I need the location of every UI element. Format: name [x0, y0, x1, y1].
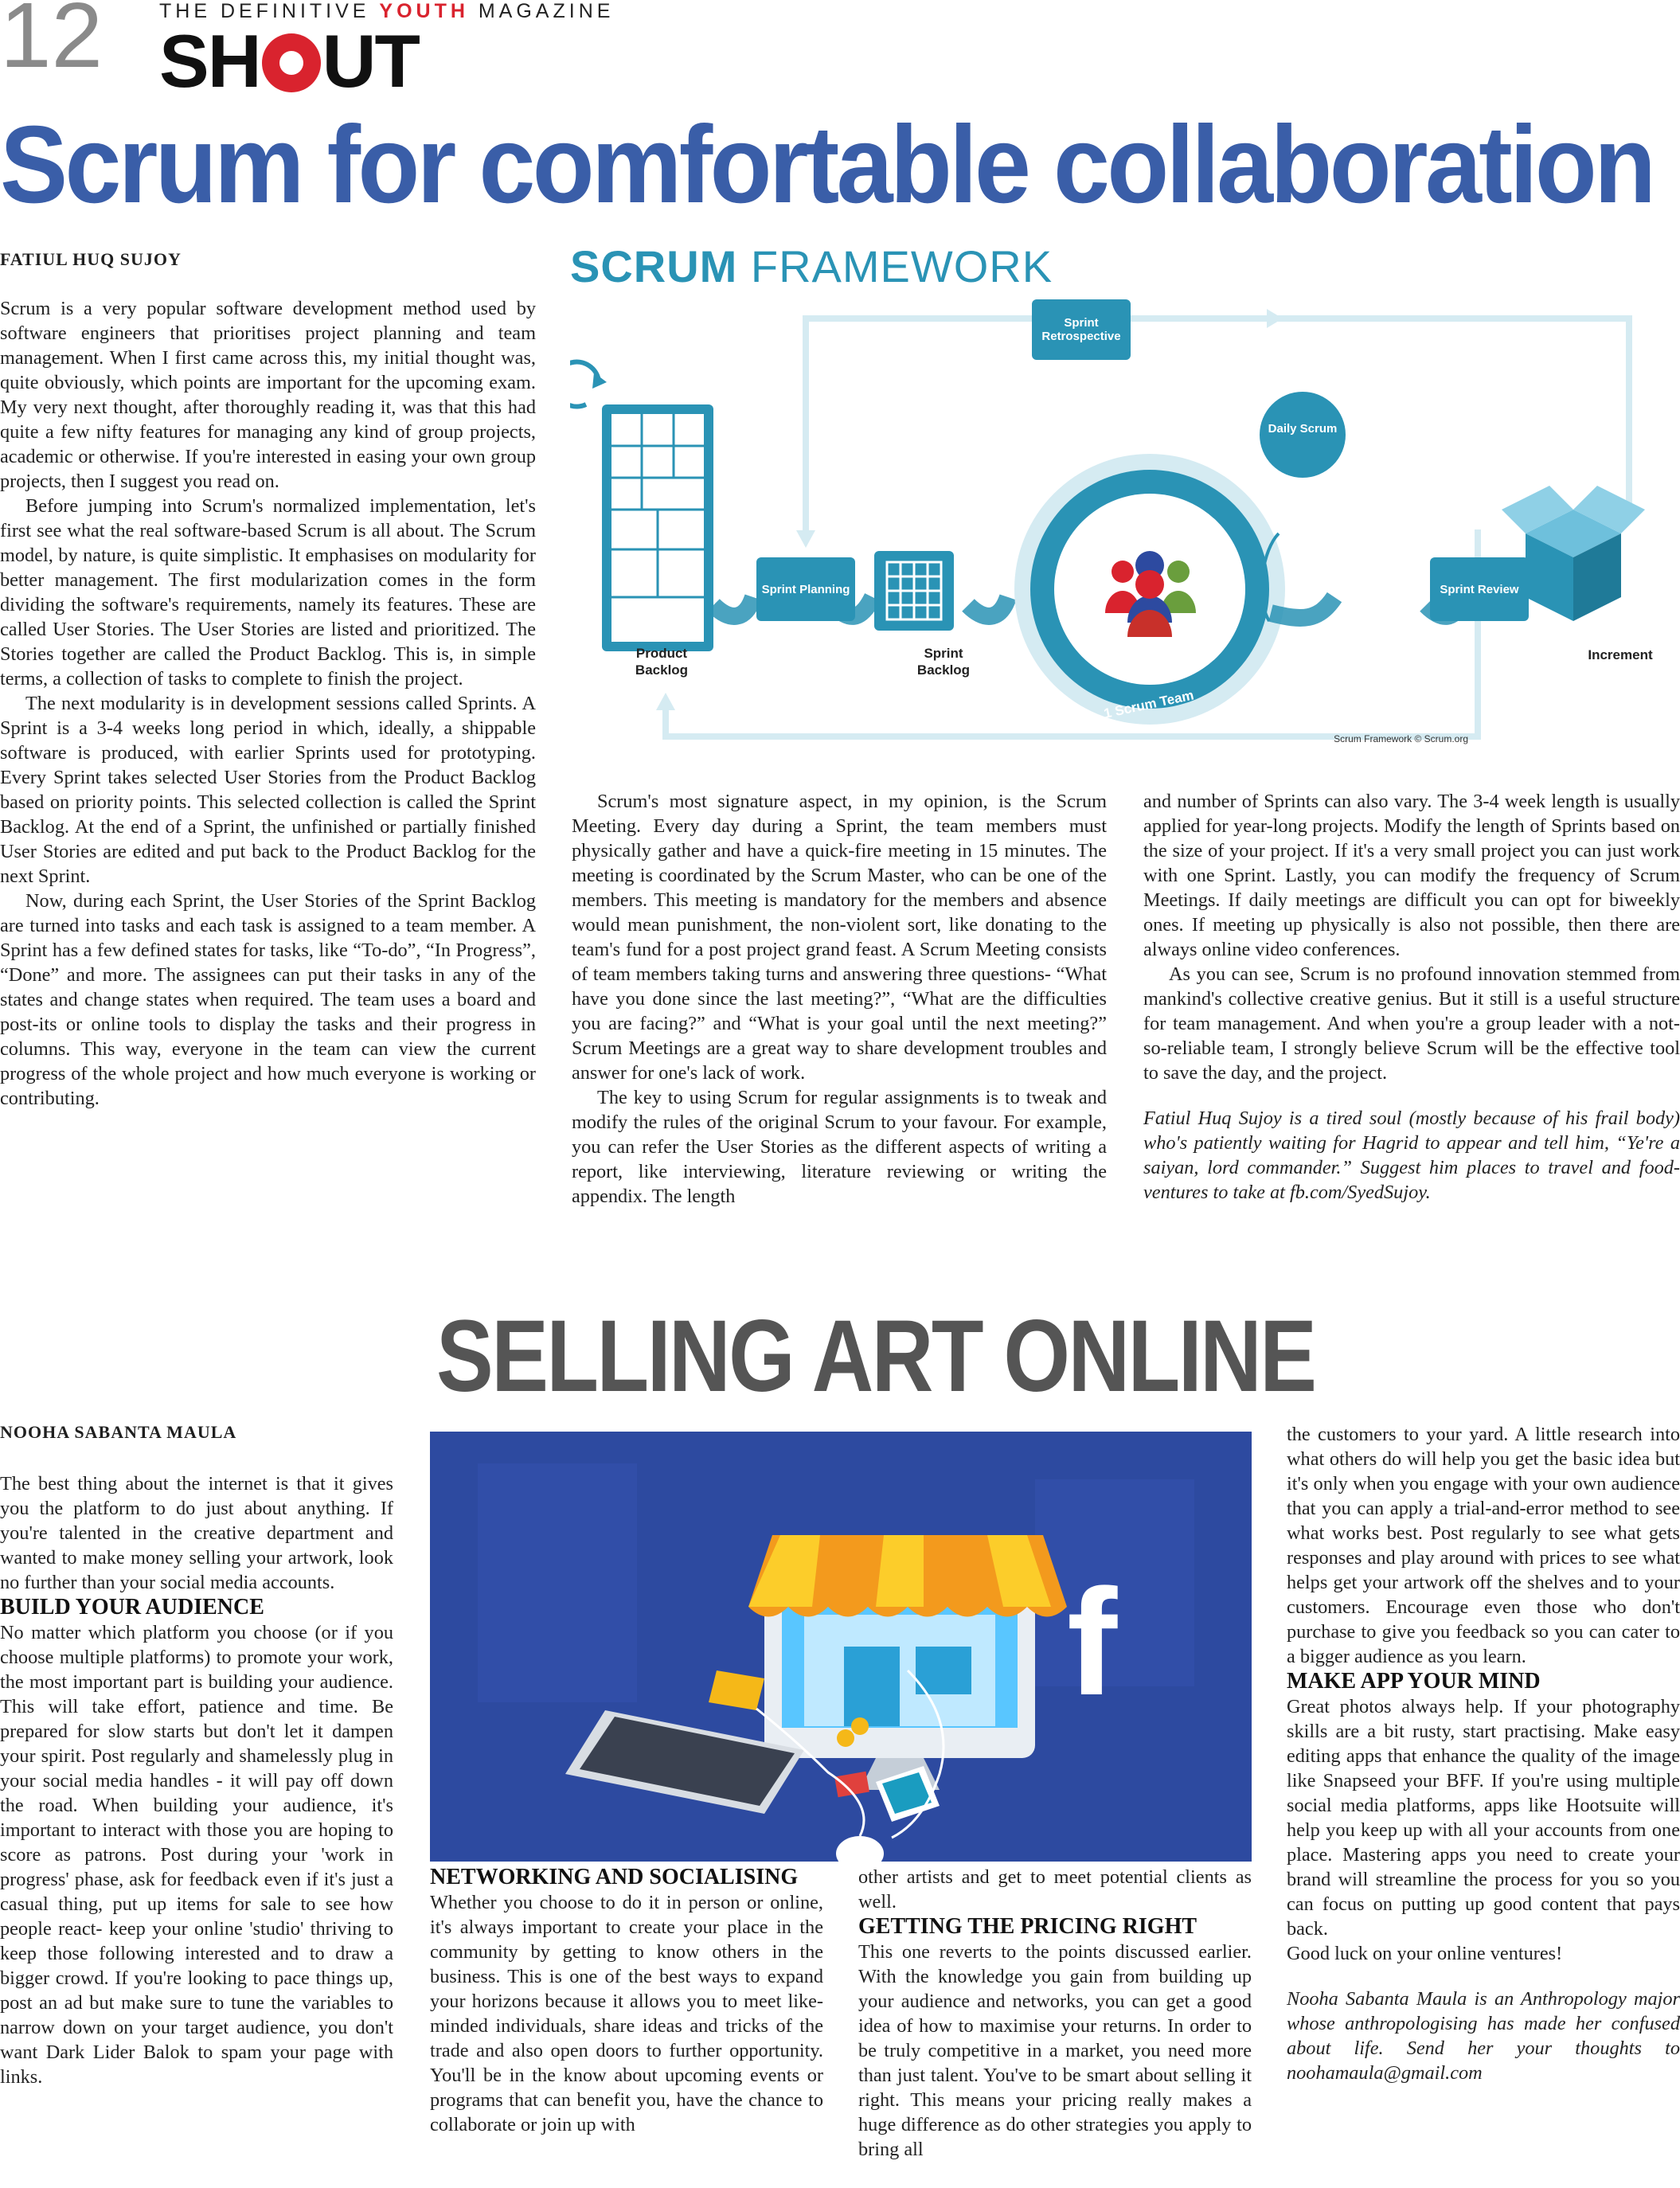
paragraph: As you can see, Scrum is no profound innovation stemmed from mankind's collective creative genius. But it still is a useful structure for team management. And when you're a group leader with a not-so-reliable team, I strongly believe Scrum will be the effective tool to save the day, and the project.: [1143, 963, 1680, 1084]
paragraph: The key to using Scrum for regular assignments is to tweak and modify the rules of the original Scrum to your favour. For example, you can refer the User Stories as the different aspects of writing a report, like interviewing, literature reviewing or writing the appendix. The length: [572, 1087, 1107, 1207]
author-bio: Fatiul Huq Sujoy is a tired soul (mostly because of his frail body) who's patiently waiting for Hagrid to appear and tell him, “Ye're a saiyan, lord commander.” Suggest him places to travel and food-ventures to take at fb.com/SyedSujoy.: [1143, 1108, 1680, 1203]
page-number: 12: [0, 0, 104, 87]
paragraph: the customers to your yard. A little research into what others do will help you get the basic idea but it's only when you engage with your own audience that you can apply a trial-and-error method to see what works best. Post regularly to see what gets responses and play around with prices to see what helps get your artwork off the shelves and to your customers. Encourage even those who don't purchase to give you feedback so you can cater to a bigger audience as you learn.: [1287, 1424, 1680, 1667]
art-byline: NOOHA SABANTA MAULA: [0, 1422, 237, 1442]
facebook-icon: f: [1067, 1558, 1118, 1727]
section-heading: GETTING THE PRICING RIGHT: [858, 1914, 1197, 1939]
art-column-1: [0, 1471, 393, 2089]
paragraph: Great photos always help. If your photography skills are a bit rusty, start practising. Make easy editing apps that enhance the quality of the image like Snapseed your BFF. If you're using multiple social media platforms, apps like Hootsuite will help you keep up with all your accounts from one place. Mastering apps you need to create your brand will streamline the process for you so you can focus on putting up good content that pays back.: [1287, 1696, 1680, 1940]
closing-line: Good luck on your online ventures!: [1287, 1943, 1563, 1964]
scrum-framework-title: SCRUM FRAMEWORK: [570, 241, 1053, 291]
paragraph: The best thing about the internet is that it gives you the platform to do just about anything. If you're talented in the creative department and wanted to make money selling your artwork, look no further than your social media accounts.: [0, 1473, 393, 1593]
art-column-3: [858, 1865, 1252, 2162]
art-online-illustration: [430, 1432, 1252, 1862]
product-backlog-label: Product Backlog: [635, 646, 689, 678]
coin-icon: [851, 1717, 869, 1735]
paragraph: Before jumping into Scrum's normalized implementation, let's first see what the real software-based Scrum is all about. The Scrum model, by nature, is quite simplistic. It emphasises on modularity for better management. The first modularization comes in the form dividing the software's requirements, namely its features. These are called User Stories. The User Stories are listed and prioritized. The Stories together are called the Product Backlog. This is, in simple terms, a collection of tasks to complete to finish the project.: [0, 495, 536, 690]
art-column-4: [1287, 1422, 1680, 2085]
scrum-column-2: [572, 789, 1107, 1209]
increment-label: Increment: [1588, 647, 1653, 662]
paragraph: The next modularity is in development sessions called Sprints. A Sprint is a 3-4 weeks long period in which, ideally, a shippable software is produced, with earlier Sprints used for prototyping. Every Sprint takes selected User Stories from the Product Backlog based on priority points. This selected collection is called the Sprint Backlog. At the end of a Sprint, the unfinished or partially finished User Stories are edited and put back to the Product Backlog for the next Sprint.: [0, 693, 536, 887]
daily-scrum-label: Daily Scrum: [1268, 422, 1338, 436]
scrum-framework-diagram: [570, 295, 1680, 772]
art-headline: SELLING ART ONLINE: [436, 1299, 1315, 1413]
sprint-retrospective-box: Sprint Retrospective: [1032, 299, 1131, 360]
art-column-2: [430, 1865, 823, 2137]
paragraph: Scrum's most signature aspect, in my opinion, is the Scrum Meeting. Every day during a Sprint, the team members must physically gather and have a quick-fire meeting in 15 minutes. The meeting is coordinated by the Scrum Master, who can be one of the members. This meeting is mandatory for the members and absence would mean punishment, the non-violent sort, like donating to the team's fund for a post project grand feast. A Scrum Meeting consists of team members taking turns and answering three questions- “What have you done since the last meeting?”, “What are the difficulties you are facing?” and “What is your goal until the next meeting?” Scrum Meetings are a great way to share development troubles and answer for one's lack of work.: [572, 791, 1107, 1084]
paragraph: Whether you choose to do it in person or online, it's always important to create your place in the community by getting to know others in the business. This is one of the best ways to expand your horizons because it allows you to meet like-minded individuals, share ideas and tricks of the trade and also open doors to further opportunity. You'll be in the know about upcoming events or programs that can benefit you, have the chance to collaborate or join up with: [430, 1892, 823, 2135]
magazine-tagline: THE DEFINITIVE YOUTH MAGAZINE: [159, 0, 615, 22]
sprint-review-box: Sprint Review: [1430, 557, 1529, 621]
section-heading: BUILD YOUR AUDIENCE: [0, 1595, 264, 1620]
diagram-credit: Scrum Framework © Scrum.org: [1334, 733, 1468, 744]
scrum-column-3: [1143, 789, 1680, 1205]
scrum-column-1: [0, 296, 536, 1111]
shop-awning-icon: [748, 1535, 1067, 1617]
sprint-backlog-label: Sprint Backlog: [916, 646, 971, 678]
sprint-planning-box: Sprint Planning: [756, 557, 855, 621]
paragraph: other artists and get to meet potential clients as well.: [858, 1866, 1252, 1913]
section-heading: MAKE APP YOUR MIND: [1287, 1669, 1541, 1694]
paragraph: Scrum is a very popular software development method used by software engineers that prioritises project planning and team management. When I first came across this, my initial thought was, quite obviously, which points are important for the upcoming exam. My very next thought, after thoroughly reading it, was that this had quite a few nifty features for managing any kind of group projects, academic or otherwise. If you're interested in easing your own group projects, then I suggest you read on.: [0, 298, 536, 492]
arrow-down-icon: [796, 530, 815, 548]
paragraph: This one reverts to the points discussed earlier. With the knowledge you gain from building up your audience and networks, you can get a good idea of how to maximise your returns. In order to be truly competitive in a market, you need more than just talent. You've to be smart about selling it right. This means your pricing really makes a huge difference as do other strategies you apply to bring all: [858, 1941, 1252, 2160]
shout-logo: SH UT: [159, 19, 419, 103]
scrum-headline: Scrum for comfortable collaboration: [0, 104, 1654, 226]
logo-o-icon: [262, 33, 321, 92]
scrum-team-label: 1 Scrum Team: [1102, 687, 1196, 721]
author-bio: Nooha Sabanta Maula is an Anthropology major whose anthropologising has made her confused about life. Send her your thoughts to noohamaula@gmail.com: [1287, 1988, 1680, 2084]
section-heading: NETWORKING AND SOCIALISING: [430, 1865, 799, 1889]
scrum-byline: FATIUL HUQ SUJOY: [0, 249, 182, 269]
paragraph: Now, during each Sprint, the User Stories of the Sprint Backlog are turned into tasks and each task is assigned to a team member. A Sprint has a few defined states for tasks, like “To-do”, “In Progress”, “Done” and more. The assignees can put their tasks in any of the states and change states when required. The team uses a board and post-its or online tools to display the tasks and their progress in columns. This way, everyone in the team can view the current progress of the whole project and how much everyone is working or contributing.: [0, 890, 536, 1109]
paragraph: and number of Sprints can also vary. The 3-4 week length is usually applied for year-long projects. Modify the length of Sprints based on the size of your project. If it's a very small project you can just work with one Sprint. Lastly, you can modify the frequency of Scrum Meetings. If daily meetings are difficult you can opt for biweekly ones. If meeting up physically is also not possible, then there are always online video conferences.: [1143, 791, 1680, 960]
arrow-up-icon: [656, 693, 675, 710]
paragraph: No matter which platform you choose (or if you choose multiple platforms) to promote your work, the most important part is building your audience. This will take effort, patience and time. Be prepared for slow starts but don't let it dampen your spirit. Post regularly and shamelessly plug in your social media handles - it will pay off down the road. When building your audience, it's important to interact with those you are hoping to score as patrons. Post during your 'work in progress' phase, ask for feedback even if it's just a casual thing, put up items for sale to see how people react- keep your online 'studio' thriving to keep those following interested and to draw a bigger crowd. If you're looking to pace things up, post an ad but make sure to tune the variables to narrow down on your target audience, you don't want Dark Lider Balok to spam your page with links.: [0, 1622, 393, 2088]
